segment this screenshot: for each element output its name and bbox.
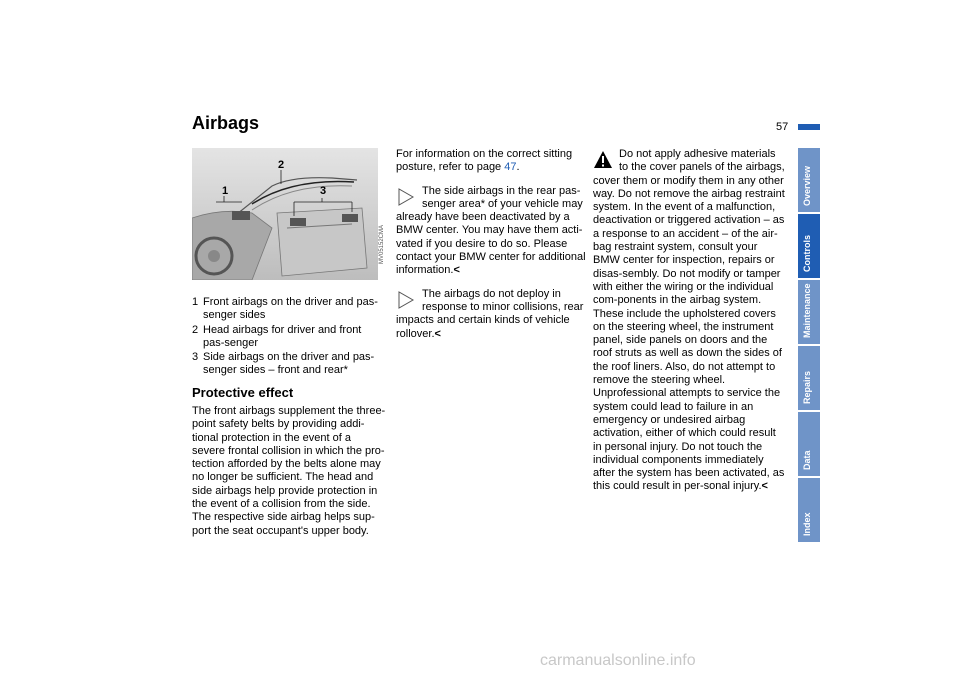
end-mark: < [453,264,460,277]
page-title: Airbags [192,113,260,133]
legend-text: Side airbags on the driver and pas-senger sides – front and rear* [203,351,375,377]
front-airbag-marker [232,211,250,220]
tab-label: Repairs [802,370,812,404]
tab-controls[interactable] [798,214,820,278]
note-triangle-icon [396,187,416,207]
callout-2: 2 [278,159,285,171]
middle-column [396,148,586,341]
protective-effect-text: The front airbags supplement the three-point safety belts by providing addi-tional protection in the event of a severe frontal collision in which the pro-tection afforded by the belts alone may no longer be sufficient. The head and side airbags help provide protection in the event of a collision from the side. The respective side airbag helps sup-port the seat occupant's upper body. [192,405,386,537]
figure-legend [192,296,384,379]
page-number-bar [798,124,820,130]
page-number: 57 [776,121,789,133]
page-47-link[interactable]: 47 [504,161,517,174]
side-airbag-rear-marker [342,214,358,222]
legend-text: Head airbags for driver and front pas-senger [203,323,362,349]
end-mark: < [761,480,768,493]
legend-number: 3 [192,351,199,364]
legend-item [192,296,384,323]
right-column [593,148,786,494]
legend-item [192,351,384,378]
section-tabs [798,148,820,544]
note-triangle-icon [396,290,416,310]
end-mark: < [434,327,441,340]
note-rear-side-airbags [396,185,586,278]
note-no-deploy [396,288,586,341]
figure-code: MV05152CMA [379,224,385,264]
legend-number: 2 [192,323,199,336]
warning-text: Do not apply adhesive materials to the cover panels of the airbags, cover them or modify them in any other way. Do not remove the airbag restraint system. In the event of a malfunction, deactivation or triggered activation – as a response to an accident – of the air-bag restraint system, consult your BMW center for inspection, repairs or disas-sembly. Do not modify or tamper with either the wiring or the individual com-ponents in the airbag system. These include the upholstered covers on the steering wheel, the instrument panel, side panels on doors and the roof struts as well as down the sides of the roof liners. Also, do not attempt to remove the steering wheel. Unprofessional attempts to service the system could lead to failure in an emergency or undesired airbag activation, either of which could result in personal injury. Do not touch the individual components immediately after the system has been activated, as this could result in per-sonal injury. [593,148,785,493]
airbag-illustration [192,148,378,280]
tab-label: Data [802,450,812,470]
watermark: carmanualsonline.info [540,652,696,669]
tab-repairs[interactable] [798,346,820,410]
tab-maintenance[interactable] [798,280,820,344]
protective-effect-heading: Protective effect [192,385,294,400]
tab-label: Controls [802,235,812,272]
tab-label: Index [802,512,812,536]
tab-index[interactable] [798,478,820,542]
legend-item [192,324,384,351]
note-text: The side airbags in the rear pas-senger area* of your vehicle may already have been deactivated by a BMW center. You may have them acti-vated if you desire to do so. Please contact your BMW center for additional information. [396,184,586,277]
car-interior-drawing [192,148,378,280]
posture-paragraph [396,148,586,175]
warning-icon [593,150,613,170]
legend-number: 1 [192,296,199,308]
posture-text: For information on the correct sitting posture, refer to page [396,148,573,174]
tab-data[interactable] [798,412,820,476]
posture-period: . [516,161,520,174]
callout-1: 1 [222,185,229,197]
side-airbag-front-marker [290,218,306,226]
note-text: The airbags do not deploy in response to minor collisions, rear impacts and certain kinds of vehicle rollover. [396,287,584,340]
tab-label: Maintenance [802,283,812,338]
tab-label: Overview [802,165,812,206]
tab-overview[interactable] [798,148,820,212]
legend-text: Front airbags on the driver and pas-senger sides [203,296,378,322]
callout-3: 3 [320,185,327,197]
